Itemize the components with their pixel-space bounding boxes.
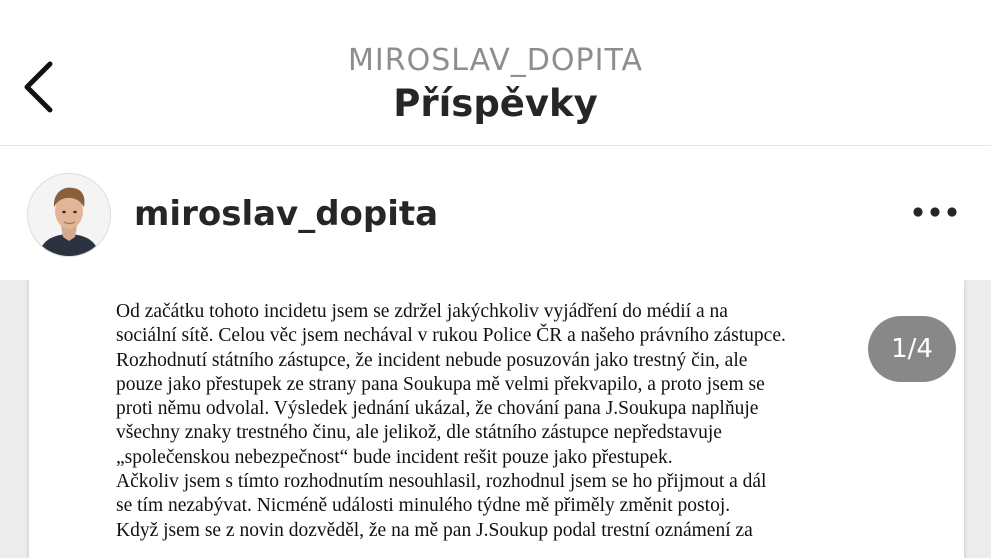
document-line: všechny znaky trestného činu, ale jelikož, dle státního zástupce nepředstavuje <box>116 422 722 444</box>
document-line: Od začátku tohoto incidetu jsem se zdržel jakýchkoliv vyjádření do médií a na <box>116 301 728 322</box>
page-title: Příspěvky <box>393 82 598 125</box>
profile-username-heading: MIROSLAV_DOPITA <box>348 43 643 78</box>
post-username[interactable]: miroslav_dopita <box>134 194 439 234</box>
post-media-carousel[interactable] <box>0 280 991 558</box>
document-line: pouze jako přestupek ze strany pana Soukupa mě velmi překvapilo, a proto jsem se <box>116 373 765 395</box>
document-line: proti němu odvolal. Výsledek jednání ukázal, že chování pana J.Soukupa naplňuje <box>116 398 759 420</box>
post-header <box>0 146 991 280</box>
document-line: Když jsem se z novin dozvěděl, že na mě pan J.Soukup podal trestní oznámení za <box>116 519 753 541</box>
more-options-button[interactable] <box>906 196 964 228</box>
document-line: „společenskou nebezpečnost“ bude incident rešit pouze jako přestupek. <box>116 446 673 468</box>
document-line: Rozhodnutí státního zástupce, že incident nebude posuzován jako trestný čin, ale <box>116 349 748 371</box>
document-line: se tím nezabývat. Nicméně události minulého týdne mě přiměly změnit postoj. <box>116 495 731 517</box>
ellipsis-horizontal-icon <box>906 196 964 228</box>
document-image <box>29 280 964 558</box>
profile-photo-icon <box>28 174 110 256</box>
document-text <box>116 300 916 543</box>
top-navigation-bar <box>0 0 991 146</box>
carousel-page-indicator: 1/4 <box>868 316 956 382</box>
document-line: Ačkoliv jsem s tímto rozhodnutím nesouhlasil, rozhodnul jsem se ho přijmout a dál <box>116 471 767 493</box>
avatar[interactable] <box>27 173 111 257</box>
document-line: sociální sítě. Celou věc jsem nechával v rukou Police ČR a našeho právního zástupce. <box>116 325 786 347</box>
